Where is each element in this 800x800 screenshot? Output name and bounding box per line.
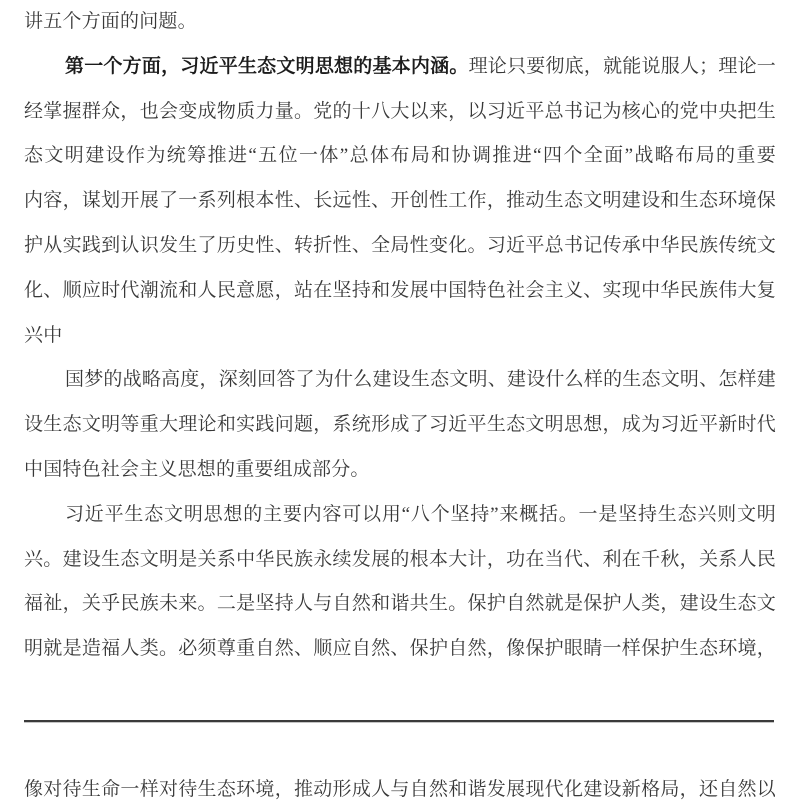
text-line: [24, 582, 776, 627]
text-segment: 福祉，关乎民族未来。二是坚持人与自然和谐共生。保护自然就是保护人类，建设生态文: [24, 593, 776, 615]
text-line: [24, 627, 776, 672]
text-segment: 经掌握群众，也会变成物质力量。党的十八大以来，以习近平总书记为核心的党中央把生: [24, 100, 776, 122]
text-line: [24, 0, 776, 45]
text-segment: 兴。建设生态文明是关系中华民族永续发展的根本大计，功在当代、利在千秋，关系人民: [24, 548, 776, 570]
text-segment: 像对待生命一样对待生态环境，推动形成人与自然和谐发展现代化建设新格局，还自然以: [24, 778, 776, 800]
text-line: [24, 224, 776, 269]
bold-heading-segment: 第一个方面，习近平生态文明思想的基本内涵。: [65, 55, 469, 77]
text-segment: 内容，谋划开展了一系列根本性、长远性、开创性工作，推动生态文明建设和生态环境保: [24, 190, 776, 212]
text-line: [24, 493, 776, 538]
page-divider-line: [24, 720, 774, 722]
main-text-block: [24, 0, 776, 672]
text-line: [24, 179, 776, 224]
text-line: [24, 358, 776, 403]
text-line: [24, 768, 776, 800]
text-line: [24, 403, 776, 448]
text-line: [24, 269, 776, 314]
text-segment: 护从实践到认识发生了历史性、转折性、全局性变化。习近平总书记传承中华民族传统文: [24, 234, 776, 256]
text-segment: 化、顺应时代潮流和人民意愿，站在坚持和发展中国特色社会主义、实现中华民族伟大复: [24, 279, 776, 301]
text-line: [24, 448, 776, 493]
text-segment: 明就是造福人类。必须尊重自然、顺应自然、保护自然，像保护眼睛一样保护生态环境，: [24, 638, 776, 660]
text-line: [24, 90, 776, 135]
text-segment: 态文明建设作为统筹推进“五位一体”总体布局和协调推进“四个全面”战略布局的重要: [24, 145, 776, 167]
text-line: [24, 314, 776, 359]
text-segment: 理论只要彻底，就能说服人；理论一: [468, 55, 777, 77]
text-line: [24, 134, 776, 179]
text-segment: 设生态文明等重大理论和实践问题，系统形成了习近平生态文明思想，成为习近平新时代: [24, 414, 776, 436]
text-segment: 讲五个方面的问题。: [24, 11, 197, 32]
text-segment: 兴中: [24, 324, 63, 346]
text-segment: 中国特色社会主义思想的重要组成部分。: [24, 458, 370, 480]
text-line: [24, 538, 776, 583]
bottom-text-block: [24, 768, 776, 800]
text-segment: 习近平生态文明思想的主要内容可以用“八个坚持”来概括。一是坚持生态兴则文明: [65, 503, 776, 525]
text-segment: 国梦的战略高度，深刻回答了为什么建设生态文明、建设什么样的生态文明、怎样建: [65, 369, 776, 391]
text-line: [24, 45, 776, 90]
